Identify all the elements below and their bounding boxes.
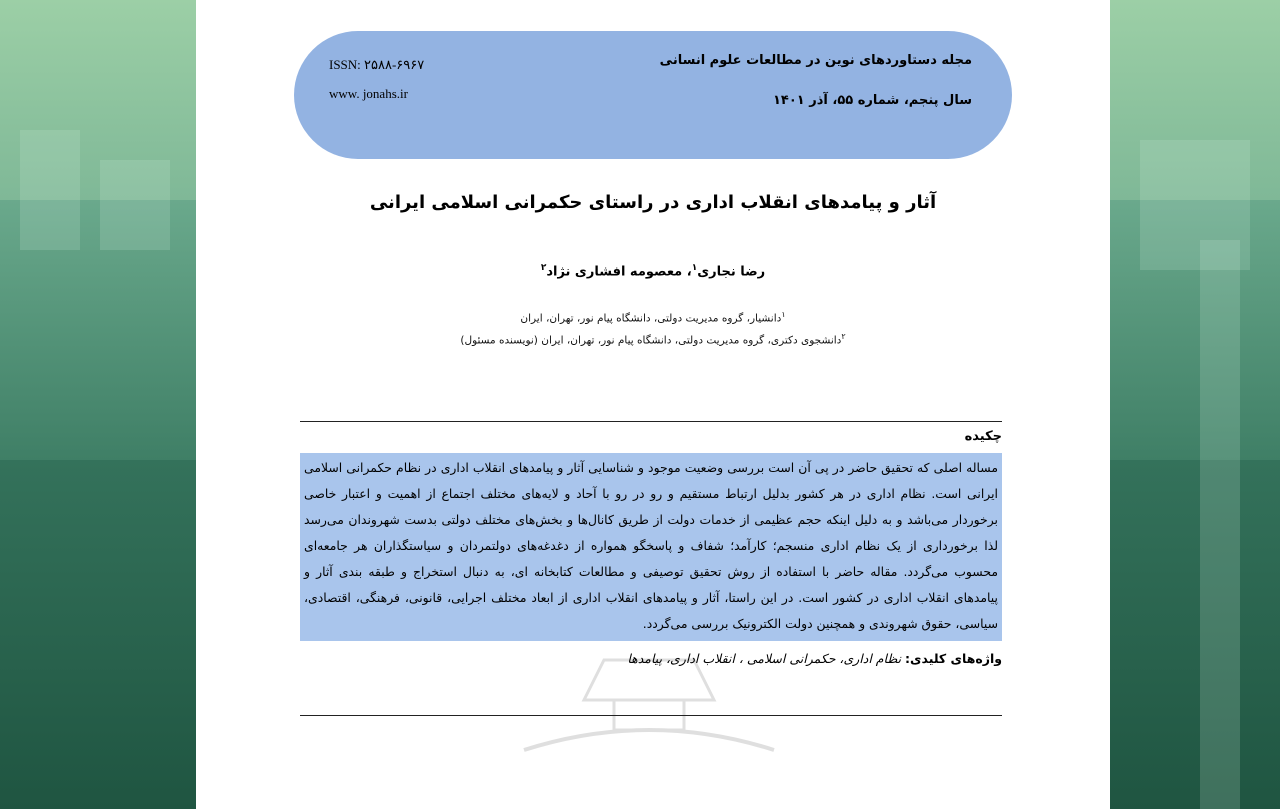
journal-website: www. jonahs.ir [329,86,408,101]
affiliation-1 [196,310,1110,325]
author-1-mark: ۱ [691,263,698,273]
affiliation-2-text: دانشجوی دکتری، گروه مدیریت دولتی، دانشگاه پیام نور، تهران، ایران (نویسنده مسئول) [460,334,842,347]
background-left-panel [0,0,196,809]
abstract-text[interactable]: مساله اصلی که تحقیق حاضر در پی آن است بررسی وضعیت موجود و شناسایی آثار و پیامدهای انقلاب اداری در نظام حکمرانی اسلامی ایرانی است. نظام اداری در هر کشور بدلیل ارتباط مستقیم و رو در رو با آحاد و لایه‌های مختلف اجتماع از اهمیت و اعتبار خاصی برخوردار می‌باشد و به دلیل اینکه حجم عظیمی از خدمات دولت از طریق کانال‌ها و بخش‌های مختلف دولتی بدست شهروندان می‌رسد لذا برخورداری از یک نظام اداری منسجم؛ کارآمد؛ شفاف و پاسخگو همواره از دغدغه‌های دولتمردان و سیاستگذاران هر جامعه‌ای محسوب می‌گردد. مقاله حاضر با استفاده از روش تحقیق توصیفی و مطالعات کتابخانه ای، به دنبال استخراج و طبقه بندی آثار و پیامدهای انقلاب اداری در کشور است. در این راستا، آثار و پیامدهای انقلاب اداری از ابعاد مختلف اجرایی، قانونی، فرهنگی، اقتصادی، سیاسی، حقوق شهروندی و همچنین دولت الکترونیک بررسی می‌گردد. [300,453,1002,641]
journal-name: مجله دستاوردهای نوین در مطالعات علوم انسانی [659,53,972,68]
author-2: معصومه افشاری نژاد [546,264,683,280]
issn: ISSN: ۲۵۸۸-۶۹۶۷ [329,57,425,72]
author-list [196,263,1110,279]
divider-bottom [300,715,1002,716]
affiliation-1-mark: ۱ [781,310,786,319]
divider-top [300,421,1002,422]
author-separator: ، [682,264,692,280]
author-2-mark: ۲ [540,263,547,273]
institution-watermark-icon [514,640,784,770]
journal-issue: سال پنجم، شماره ۵۵، آذر ۱۴۰۱ [773,93,972,108]
keywords-values: نظام اداری، حکمرانی اسلامی ، انقلاب اداری، پیامدها [627,651,902,666]
background-right-panel [1110,0,1280,809]
article-title: آثار و پیامدهای انقلاب اداری در راستای حکمرانی اسلامی ایرانی [369,192,937,213]
keywords-label: واژه‌های کلیدی: [905,651,1002,666]
affiliation-1-text: دانشیار، گروه مدیریت دولتی، دانشگاه پیام نور، تهران، ایران [520,312,782,325]
affiliation-2 [196,332,1110,347]
journal-header-band [294,31,1012,159]
affiliation-2-mark: ۲ [841,332,846,341]
abstract-heading: چکیده [964,429,1002,444]
author-1: رضا نجاری [697,264,766,280]
paper-page [196,0,1110,809]
